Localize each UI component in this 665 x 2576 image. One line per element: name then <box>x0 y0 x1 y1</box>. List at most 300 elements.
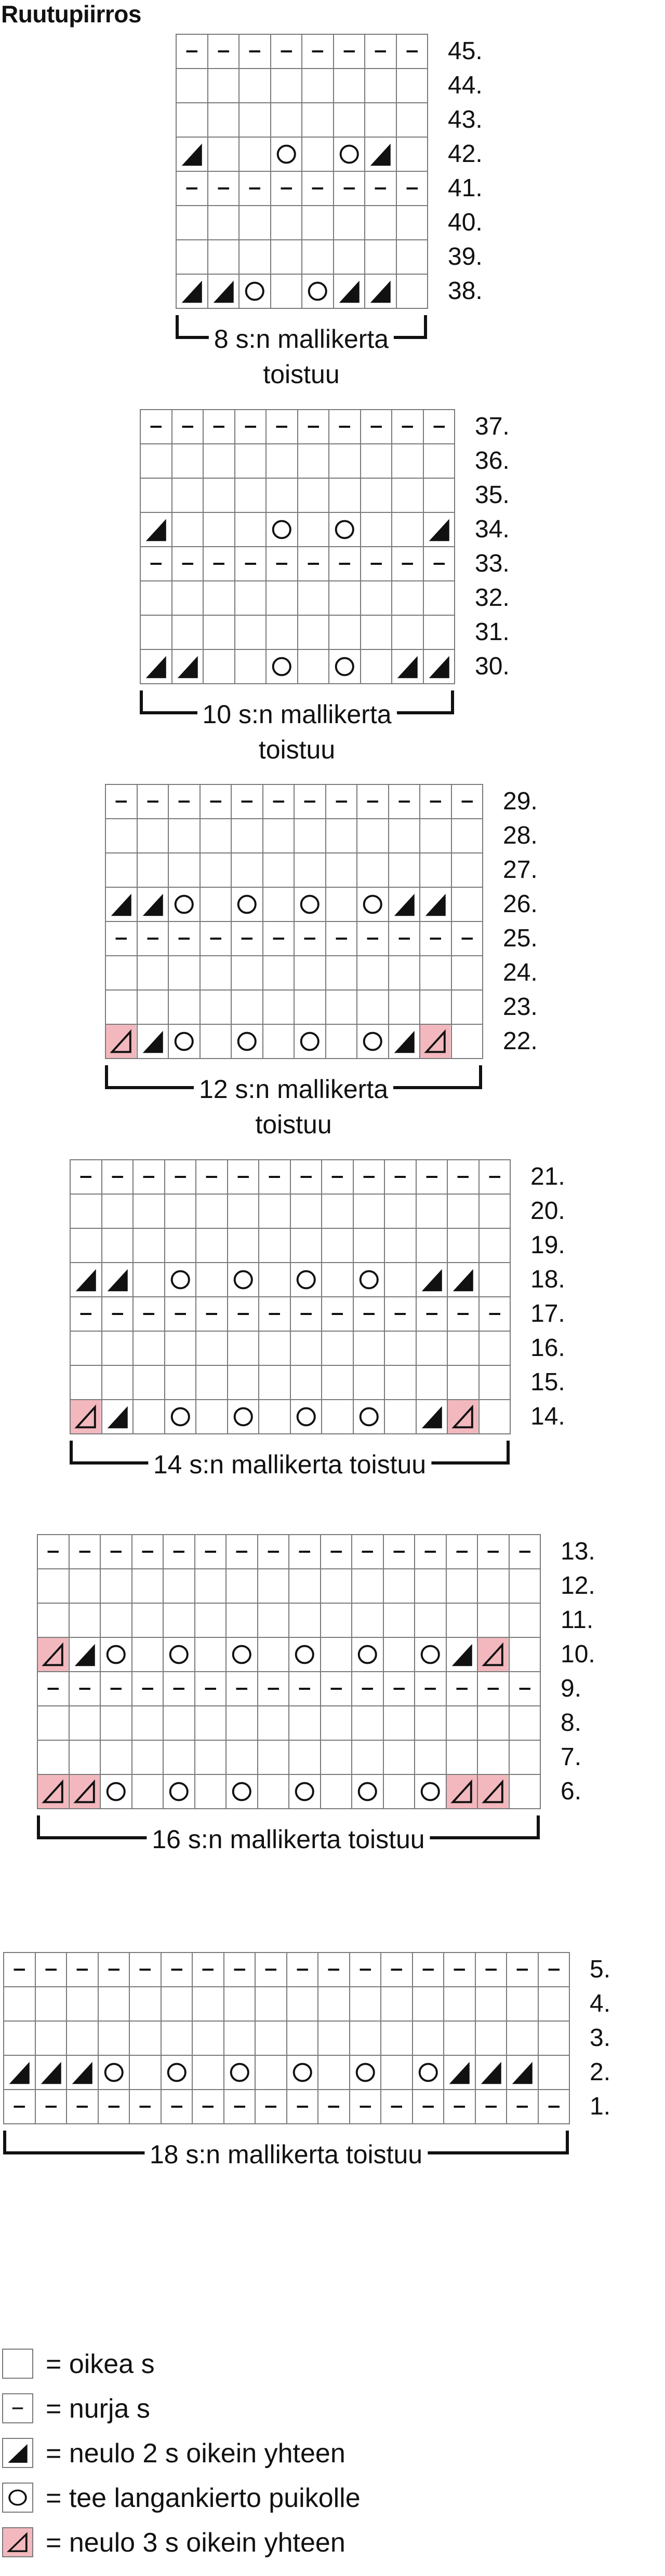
yarn-over-icon <box>354 1400 384 1433</box>
chart-cell <box>234 478 267 513</box>
chart-cell <box>238 274 271 309</box>
chart-cell <box>423 615 456 650</box>
chart-cell <box>297 580 330 616</box>
yarn-over-icon <box>228 1263 259 1296</box>
chart-cell <box>105 1024 138 1059</box>
purl-icon <box>302 35 333 68</box>
chart-cell <box>265 409 298 444</box>
chart-cell <box>37 1603 70 1638</box>
row-number: 30. <box>475 653 510 680</box>
k3tog-icon <box>106 1025 137 1058</box>
purl-icon <box>259 1160 290 1194</box>
chart-cell <box>446 1705 478 1741</box>
legend-label: = nurja s <box>46 2394 150 2424</box>
k2tog-icon <box>424 513 455 546</box>
chart-cell <box>451 989 484 1025</box>
chart-cell <box>70 1194 102 1229</box>
purl-icon <box>141 547 171 580</box>
chart-cell <box>105 921 138 956</box>
chart-cell <box>207 171 240 206</box>
chart-cell <box>384 1159 417 1195</box>
chart-cell <box>171 478 204 513</box>
purl-icon <box>138 785 168 818</box>
k2tog-icon <box>67 2056 98 2089</box>
chart-cell <box>443 2021 476 2056</box>
chart-cell <box>168 1024 201 1059</box>
purl-icon <box>321 1672 352 1705</box>
chart-cell <box>447 1159 480 1195</box>
chart-cell <box>353 1194 385 1229</box>
yarn-over-icon <box>227 1775 257 1808</box>
purl-icon <box>193 2090 223 2123</box>
row-number: 4. <box>590 1990 611 2017</box>
purl-icon <box>165 1160 196 1194</box>
chart-cell <box>388 887 421 922</box>
purl-icon <box>334 35 365 68</box>
chart-cell <box>270 102 303 138</box>
purl-icon <box>165 1297 196 1331</box>
chart-cell <box>200 921 232 956</box>
chart-cell <box>294 818 326 853</box>
purl-icon <box>510 1535 540 1568</box>
purl-icon <box>164 1535 194 1568</box>
chart-cell <box>137 921 169 956</box>
chart-cell <box>227 1365 260 1400</box>
chart-cell <box>132 1159 165 1195</box>
chart-cell <box>258 1399 291 1434</box>
chart-cell <box>317 1986 350 2022</box>
k2tog-symbol-icon <box>2 2438 33 2468</box>
chart-cell <box>384 1228 417 1263</box>
purl-icon <box>326 922 357 955</box>
purl-icon <box>267 547 297 580</box>
chart-cell <box>168 887 201 922</box>
chart-cell <box>423 512 456 547</box>
chart-cell <box>290 1194 323 1229</box>
legend-label: = tee langankierto puikolle <box>46 2483 361 2513</box>
chart-cell <box>509 1534 541 1569</box>
chart-cell <box>37 1705 70 1741</box>
chart-cell <box>231 1024 263 1059</box>
k2tog-icon <box>3 2439 32 2467</box>
purl-icon <box>322 1297 353 1331</box>
chart-cell <box>290 1331 323 1366</box>
chart-cell <box>351 1603 384 1638</box>
chart-cell <box>380 1952 413 1987</box>
chart-cell <box>396 137 429 172</box>
chart-cell <box>320 1568 353 1604</box>
purl-icon <box>224 1953 255 1986</box>
purl-icon <box>350 2090 381 2123</box>
yarn-over-icon <box>329 650 360 683</box>
row-number: 35. <box>475 481 510 509</box>
chart-cell <box>364 102 397 138</box>
chart-cell <box>257 1705 290 1741</box>
row-number: 5. <box>590 1956 611 1983</box>
chart-cell <box>255 1952 287 1987</box>
yarn-over-icon <box>302 275 333 308</box>
purl-icon <box>172 410 203 443</box>
chart-cell <box>66 2089 99 2124</box>
purl-icon <box>208 35 239 68</box>
purl-icon <box>539 1953 569 1986</box>
chart-cell <box>391 512 424 547</box>
chart-cell <box>265 546 298 581</box>
chart-cell <box>35 2055 68 2090</box>
chart-cell <box>297 546 330 581</box>
chart-cell <box>317 2089 350 2124</box>
chart-cell <box>416 1331 448 1366</box>
chart-cell <box>140 443 172 479</box>
purl-icon <box>361 547 392 580</box>
chart-cell <box>333 239 366 275</box>
chart-cell <box>351 1740 384 1775</box>
chart-cell <box>192 1986 224 2022</box>
repeat-label: 16 s:n mallikerta toistuu <box>147 1825 430 1854</box>
purl-icon <box>295 785 325 818</box>
purl-icon <box>480 1160 510 1194</box>
chart-cell <box>447 1228 480 1263</box>
purl-icon <box>4 2090 35 2123</box>
chart-cell <box>388 818 421 853</box>
chart-cell <box>69 1671 101 1706</box>
chart-cell <box>356 989 389 1025</box>
repeat-label: 18 s:n mallikerta toistuu <box>144 2140 428 2169</box>
purl-icon <box>350 1953 381 1986</box>
yarn-over-icon <box>240 275 270 308</box>
chart-cell <box>360 409 393 444</box>
chart-cell <box>223 2021 256 2056</box>
chart-cell <box>161 1952 193 1987</box>
chart-cell <box>383 1705 416 1741</box>
row-number: 23. <box>503 993 538 1021</box>
chart-cell <box>238 102 271 138</box>
purl-icon <box>289 1535 320 1568</box>
chart-cell <box>391 409 424 444</box>
yarn-over-icon <box>165 1263 196 1296</box>
k2tog-icon <box>444 2056 475 2089</box>
chart-cell <box>383 1637 416 1672</box>
purl-icon <box>195 1535 226 1568</box>
purl-icon <box>106 922 137 955</box>
chart-cell <box>225 1740 258 1775</box>
chart-cell <box>70 1331 102 1366</box>
chart-cell <box>258 1159 291 1195</box>
chart-cell <box>297 443 330 479</box>
purl-icon <box>258 1672 289 1705</box>
purl-icon <box>287 1953 318 1986</box>
k2tog-icon <box>417 1400 447 1433</box>
chart-cell <box>290 1365 323 1400</box>
chart-cell <box>325 784 358 819</box>
purl-icon <box>352 1672 383 1705</box>
chart-cell <box>132 1365 165 1400</box>
chart-cell <box>203 512 235 547</box>
chart-cell <box>380 2089 413 2124</box>
chart-cell <box>475 2021 508 2056</box>
chart-cell <box>66 2055 99 2090</box>
chart-cell <box>207 239 240 275</box>
chart-cell <box>227 1194 260 1229</box>
chart-cell <box>257 1568 290 1604</box>
chart-cell <box>37 1534 70 1569</box>
purl-icon <box>235 410 266 443</box>
chart-cell <box>443 1952 476 1987</box>
purl-icon <box>36 2090 66 2123</box>
chart-cell <box>207 137 240 172</box>
chart-cell <box>98 1986 130 2022</box>
purl-icon <box>201 785 231 818</box>
chart-cell <box>200 989 232 1025</box>
purl-icon <box>448 1297 478 1331</box>
row-number: 8. <box>561 1709 582 1737</box>
chart-cell <box>351 1705 384 1741</box>
yarn-over-icon <box>228 1400 259 1433</box>
chart-cell <box>412 2055 445 2090</box>
chart-cell <box>132 1399 165 1434</box>
chart-cell <box>270 137 303 172</box>
purl-icon <box>507 1953 538 1986</box>
chart-cell <box>207 102 240 138</box>
chart-cell <box>317 2055 350 2090</box>
chart-cell <box>140 478 172 513</box>
chart-cell <box>161 2089 193 2124</box>
chart-cell <box>164 1194 197 1229</box>
chart-cell <box>131 1740 164 1775</box>
chart-cell <box>423 649 456 684</box>
chart-cell <box>225 1671 258 1706</box>
yarn-over-icon <box>287 2056 318 2089</box>
chart-cell <box>98 2021 130 2056</box>
chart-cell <box>356 887 389 922</box>
chart-cell <box>294 887 326 922</box>
chart-cell <box>234 615 267 650</box>
chart-cell <box>320 1740 353 1775</box>
chart-cell <box>37 1671 70 1706</box>
purl-icon <box>413 1953 444 1986</box>
chart-cell <box>414 1740 447 1775</box>
chart-cell <box>328 478 361 513</box>
chart-cell <box>414 1603 447 1638</box>
chart-cell <box>475 2089 508 2124</box>
purl-icon <box>38 1535 69 1568</box>
chart-cell <box>131 1603 164 1638</box>
chart-cell <box>270 171 303 206</box>
chart-cell <box>286 1952 319 1987</box>
chart-cell <box>100 1637 132 1672</box>
row-number: 15. <box>530 1368 565 1396</box>
k3tog-icon <box>447 1775 477 1808</box>
chart-cell <box>416 1228 448 1263</box>
row-number: 6. <box>561 1778 582 1805</box>
yarn-over-icon <box>164 1638 194 1671</box>
chart-cell <box>194 1671 227 1706</box>
chart-cell <box>478 1262 511 1297</box>
chart-cell <box>383 1603 416 1638</box>
chart-cell <box>446 1603 478 1638</box>
purl-icon <box>302 172 333 205</box>
chart-cell <box>129 2055 162 2090</box>
row-number: 18. <box>530 1266 565 1293</box>
chart-cell <box>294 852 326 888</box>
purl-icon <box>452 922 483 955</box>
purl-icon <box>381 1953 412 1986</box>
k2tog-icon <box>447 1638 477 1671</box>
chart-cell <box>137 852 169 888</box>
chart-cell <box>451 887 484 922</box>
chart-cell <box>105 955 138 991</box>
chart-cell <box>388 989 421 1025</box>
chart-cell <box>364 205 397 240</box>
chart-cell <box>195 1159 228 1195</box>
yarn-over-icon <box>352 1775 383 1808</box>
chart-cell <box>164 1365 197 1400</box>
purl-icon <box>101 1672 131 1705</box>
purl-icon <box>424 547 455 580</box>
chart-cell <box>416 1194 448 1229</box>
chart-cell <box>270 239 303 275</box>
chart-cell <box>227 1331 260 1366</box>
chart-cell <box>333 34 366 69</box>
chart-cell <box>257 1774 290 1809</box>
chart-title: Ruutupiirros <box>1 1 141 28</box>
chart-cell <box>163 1568 195 1604</box>
chart-cell <box>132 1296 165 1332</box>
yarn-over-icon <box>3 2484 32 2512</box>
chart-cell <box>168 921 201 956</box>
chart-cell <box>416 1262 448 1297</box>
chart-cell <box>384 1365 417 1400</box>
chart-cell <box>200 955 232 991</box>
k3tog-icon <box>38 1638 69 1671</box>
k2tog-icon <box>208 275 239 308</box>
chart-cell <box>37 1568 70 1604</box>
chart-cell <box>447 1262 480 1297</box>
chart-cell <box>194 1534 227 1569</box>
chart-cell <box>538 2021 570 2056</box>
chart-cell <box>132 1262 165 1297</box>
chart-cell <box>35 1986 68 2022</box>
purl-icon <box>539 2090 569 2123</box>
chart-cell <box>101 1228 134 1263</box>
purl-icon <box>71 1160 101 1194</box>
purl-icon <box>480 1297 510 1331</box>
chart-cell <box>351 1534 384 1569</box>
row-number: 36. <box>475 447 510 474</box>
purl-icon <box>130 2090 161 2123</box>
chart-cell <box>192 2021 224 2056</box>
k2tog-icon <box>36 2056 66 2089</box>
chart-cell <box>168 818 201 853</box>
chart-cell <box>100 1774 132 1809</box>
chart-cell <box>383 1568 416 1604</box>
purl-icon <box>3 2394 32 2422</box>
chart-cell <box>509 1705 541 1741</box>
chart-cell <box>176 102 208 138</box>
purl-icon <box>162 2090 192 2123</box>
chart-cell <box>163 1774 195 1809</box>
chart-cell <box>3 1986 36 2022</box>
k2tog-icon <box>448 1263 478 1296</box>
purl-icon <box>478 1672 509 1705</box>
chart-cell <box>231 955 263 991</box>
chart-cell <box>140 409 172 444</box>
chart-cell <box>163 1705 195 1741</box>
chart-cell <box>98 2055 130 2090</box>
k2tog-icon <box>172 650 203 683</box>
chart-cell <box>131 1637 164 1672</box>
chart-cell <box>349 2089 382 2124</box>
purl-icon <box>298 410 329 443</box>
purl-icon <box>334 172 365 205</box>
chart-cell <box>288 1671 321 1706</box>
repeat-label: 12 s:n mallikerta <box>194 1075 393 1104</box>
chart-cell <box>388 852 421 888</box>
chart-cell <box>131 1705 164 1741</box>
chart-cell <box>194 1740 227 1775</box>
yarn-over-icon <box>291 1263 322 1296</box>
chart-cell <box>419 818 452 853</box>
chart-cell <box>297 615 330 650</box>
row-number: 16. <box>530 1334 565 1362</box>
chart-cell <box>477 1603 510 1638</box>
chart-cell <box>131 1774 164 1809</box>
purl-icon <box>177 172 207 205</box>
row-number: 43. <box>448 106 483 133</box>
chart-cell <box>538 2055 570 2090</box>
chart-cell <box>478 1296 511 1332</box>
chart-cell <box>391 478 424 513</box>
purl-icon <box>444 1953 475 1986</box>
yarn-over-icon <box>413 2056 444 2089</box>
chart-cell <box>207 205 240 240</box>
chart-cell <box>360 546 393 581</box>
chart-cell <box>255 2089 287 2124</box>
chart-cell <box>161 2021 193 2056</box>
chart-cell <box>414 1568 447 1604</box>
chart-cell <box>132 1228 165 1263</box>
chart-cell <box>101 1194 134 1229</box>
chart-cell <box>297 512 330 547</box>
k2tog-icon <box>365 138 396 171</box>
yarn-over-icon <box>354 1263 384 1296</box>
yarn-over-icon <box>165 1400 196 1433</box>
chart-cell <box>66 1986 99 2022</box>
purl-icon <box>392 410 423 443</box>
row-number: 39. <box>448 243 483 270</box>
purl-icon <box>228 1160 259 1194</box>
chart-cell <box>257 1637 290 1672</box>
chart-cell <box>396 102 429 138</box>
repeat-label-line2: toistuu <box>263 360 340 389</box>
chart-cell <box>265 580 298 616</box>
purl-icon <box>478 1535 509 1568</box>
chart-cell <box>176 68 208 103</box>
chart-cell <box>360 580 393 616</box>
chart-cell <box>290 1262 323 1297</box>
purl-icon <box>510 1672 540 1705</box>
chart-cell <box>262 887 295 922</box>
purl-icon <box>420 785 451 818</box>
row-number: 12. <box>561 1572 595 1599</box>
chart-cell <box>238 171 271 206</box>
purl-icon <box>177 35 207 68</box>
chart-cell <box>351 1637 384 1672</box>
chart-cell <box>105 784 138 819</box>
purl-icon <box>381 2090 412 2123</box>
row-number: 44. <box>448 72 483 99</box>
chart-cell <box>176 274 208 309</box>
